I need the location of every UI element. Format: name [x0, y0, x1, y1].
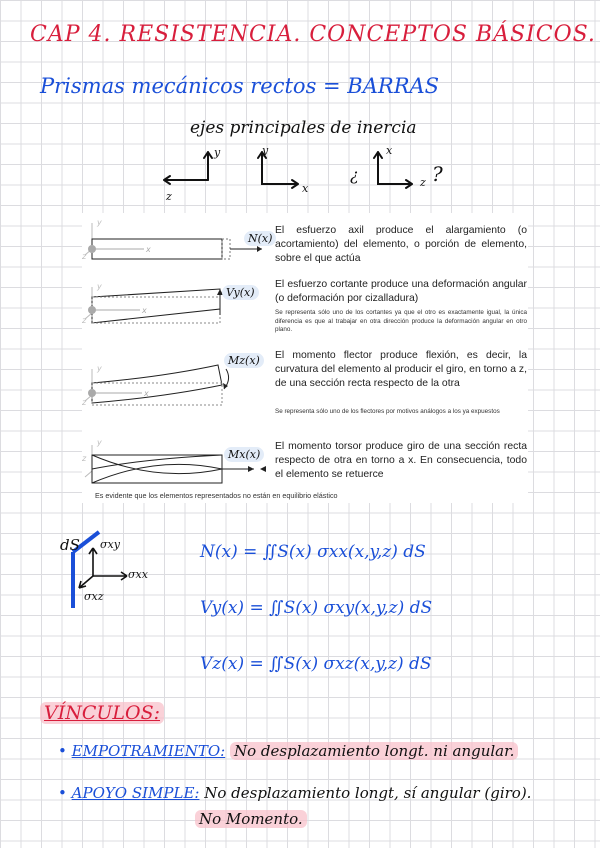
vinculo-empotramiento: [58, 742, 518, 760]
axis-label-x2: x: [302, 182, 309, 195]
svg-text:y: y: [97, 282, 102, 291]
equation-shear-y: Vy(x) = ∬S(x) σxy(x,y,z) dS: [200, 598, 433, 618]
question-close: ?: [432, 162, 443, 186]
force-label-bending: Mz(x): [224, 353, 264, 368]
vinculo-apoyo-text2-hl: No Momento.: [195, 810, 307, 828]
effort-row-torsion: [82, 435, 528, 495]
svg-text:x: x: [142, 306, 147, 315]
axes-caption: ejes principales de inercia: [190, 118, 417, 138]
effort-note-bending: Se representa sólo uno de los flectores por motivos análogos a los ya expuestos: [275, 408, 500, 415]
force-label-torsion: Mx(x): [224, 447, 264, 462]
svg-text:y: y: [97, 364, 102, 373]
bullet-icon: •: [58, 742, 67, 760]
axes-sketch: [150, 140, 470, 210]
efforts-figure: [82, 213, 528, 503]
svg-text:x: x: [146, 245, 151, 254]
effort-row-bending: [82, 349, 528, 435]
ds-label: dS: [60, 536, 80, 554]
vinculo-empotramiento-text: [230, 742, 518, 760]
effort-desc-shear: [275, 278, 527, 306]
effort-note-shear: Se representa sólo uno de los cortantes ya que el otro es exactamente igual, la única diferencia es que al trabajar en otra dirección produce la deformación angular en otro plano.: [275, 309, 527, 334]
svg-text:z: z: [82, 252, 87, 261]
equation-shear-z: Vz(x) = ∬S(x) σxz(x,y,z) dS: [200, 654, 432, 674]
sigma-xz-label: σxz: [84, 590, 104, 603]
axis-label-x3: x: [386, 144, 393, 157]
force-label-shear: Vy(x): [222, 285, 259, 300]
figure-footnote: Es evidente que los elementos representados no están en equilibrio elástico: [95, 491, 338, 500]
effort-desc-shear-text: El esfuerzo cortante produce una deformación angular (o deformación por cizalladura): [275, 279, 527, 305]
axis-label-z1: z: [166, 190, 172, 203]
svg-text:z: z: [82, 316, 87, 325]
vinculos-title: [40, 702, 164, 724]
axis-label-y1: y: [214, 146, 221, 159]
bar-torsion-icon: [82, 435, 277, 495]
effort-desc-axial: El esfuerzo axil produce el alargamiento (o acortamiento) del elemento, o porción de elemento, sobre el que actúa: [275, 225, 527, 265]
vinculos-title-text: VÍNCULOS:: [40, 702, 164, 724]
vinculo-apoyo-text: No desplazamiento longt, sí angular (giro).: [204, 784, 532, 802]
sigma-xx-label: σxx: [128, 568, 148, 581]
vinculo-empotramiento-name: EMPOTRAMIENTO:: [71, 742, 226, 760]
svg-text:x: x: [144, 389, 149, 398]
effort-desc-bending: El momento flector produce flexión, es decir, la curvatura del elemento al producir el giro, en torno a z, de una sección recta respecto de la otra: [275, 350, 527, 390]
vinculo-apoyo-name: APOYO SIMPLE:: [71, 784, 200, 802]
effort-row-axial: [82, 213, 528, 275]
svg-text:z: z: [82, 454, 87, 463]
axis-label-z3: z: [420, 176, 426, 189]
sigma-xy-label: σxy: [100, 538, 120, 551]
svg-text:z: z: [82, 398, 87, 407]
vinculo-empotramiento-text-hl: No desplazamiento longt. ni angular.: [230, 742, 518, 760]
force-label-axial: N(x): [244, 231, 276, 246]
effort-row-shear: [82, 275, 528, 351]
equation-axial: N(x) = ∬S(x) σxx(x,y,z) dS: [200, 542, 426, 562]
subtitle: Prismas mecánicos rectos = BARRAS: [40, 74, 440, 98]
page-title: CAP 4. RESISTENCIA. CONCEPTOS BÁSICOS.: [30, 22, 596, 47]
axis-label-y2: y: [262, 144, 269, 157]
bullet-icon: •: [58, 784, 67, 802]
svg-text:y: y: [97, 218, 102, 227]
effort-desc-torsion: El momento torsor produce giro de una sección recta respecto de otra en torno a x. En consecuencia, todo el elemento se retuerce: [275, 441, 527, 481]
question-open: ¿: [350, 165, 359, 184]
vinculo-apoyo-simple: [58, 784, 531, 802]
vinculo-apoyo-text2: [195, 810, 307, 828]
svg-text:y: y: [97, 438, 102, 447]
